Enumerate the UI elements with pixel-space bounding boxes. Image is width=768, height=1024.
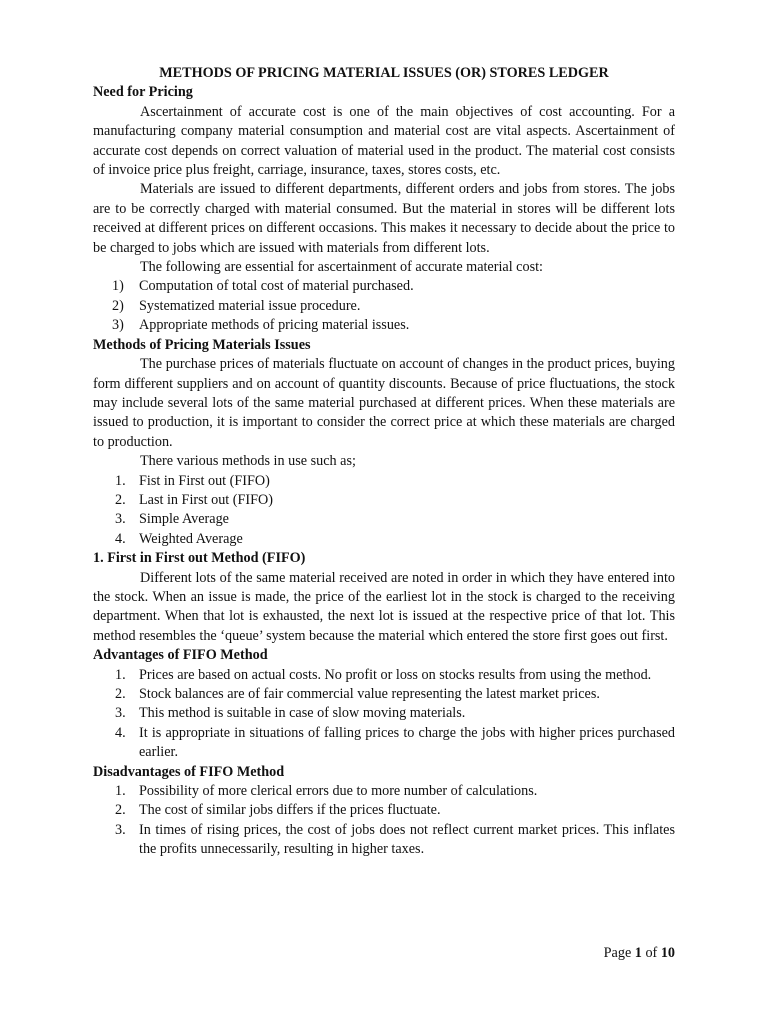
list-item-text: It is appropriate in situations of falling prices to charge the jobs with higher prices purchased earlier. <box>139 724 675 761</box>
list-item-text: This method is suitable in case of slow moving materials. <box>139 705 466 722</box>
list-item <box>93 510 675 529</box>
list-item-text: The cost of similar jobs differs if the prices fluctuate. <box>139 802 441 819</box>
advantages-list <box>93 666 675 763</box>
methods-list <box>93 472 675 550</box>
list-number: 2. <box>115 686 126 702</box>
list-item <box>93 782 675 801</box>
list-number: 4. <box>115 530 126 547</box>
list-item <box>93 801 675 820</box>
list-item-text: Last in First out (FIFO) <box>139 491 273 508</box>
section-heading-fifo-advantages: Advantages of FIFO Method <box>93 647 268 664</box>
list-number: 4. <box>115 724 126 741</box>
list-number: 1. <box>115 472 126 489</box>
list-item <box>93 491 675 510</box>
list-item <box>93 530 675 549</box>
list-number: 3. <box>115 821 126 838</box>
list-item-text: Systematized material issue procedure. <box>139 297 361 314</box>
list-item <box>93 821 675 860</box>
paragraph: The purchase prices of materials fluctuate on account of changes in the product prices, buying form different suppliers and on account of quantity discounts. Because of price fluctuations, the stock may include several lots of the same material purchased at different prices. When these materials are issued to production, it is important to consider the correct price at which these materials are charged to production. <box>93 356 675 450</box>
list-item <box>93 704 675 723</box>
list-item-text: Prices are based on actual costs. No profit or loss on stocks results from using the method. <box>139 666 652 683</box>
current-page-number: 1 <box>634 945 642 961</box>
list-number: 1. <box>115 666 126 683</box>
document-page <box>93 64 675 860</box>
list-item-text: In times of rising prices, the cost of jobs does not reflect current market prices. This inflates the profits unnecessarily, resulting in higher taxes. <box>139 821 675 858</box>
list-item <box>93 297 675 316</box>
list-number: 3. <box>115 705 126 722</box>
list-number: 1) <box>112 278 124 295</box>
disadvantages-list <box>93 782 675 860</box>
list-item <box>93 724 675 763</box>
list-item <box>93 277 675 296</box>
list-item-text: Fist in First out (FIFO) <box>139 472 270 489</box>
list-item-text: Computation of total cost of material purchased. <box>139 278 414 295</box>
list-item <box>93 666 675 685</box>
page-number-footer <box>604 945 675 962</box>
paragraph: Different lots of the same material received are noted in order in which they have entered into the stock. When an issue is made, the price of the earliest lot in the stock is charged to the receiving department. When that lot is exhausted, the next lot is issued at the respective price of that lot. This method resembles the ‘queue’ system because the material which entered the store first goes out first. <box>93 569 675 644</box>
list-item <box>93 472 675 491</box>
page-label: Page <box>603 945 632 961</box>
paragraph: Ascertainment of accurate cost is one of the main objectives of cost accounting. For a manufacturing company material consumption and material cost are vital aspects. Ascertainment of accurate cost depends on correct valuation of material used in the product. The material cost consists of invoice price plus freight, carriage, insurance, taxes, stores costs, etc. <box>93 103 675 179</box>
essentials-list <box>93 277 675 335</box>
total-page-count: 10 <box>660 945 675 961</box>
list-item-text: Appropriate methods of pricing material issues. <box>139 317 410 334</box>
of-label: of <box>645 945 658 961</box>
section-heading-need-for-pricing: Need for Pricing <box>93 84 193 101</box>
list-number: 2) <box>112 297 124 314</box>
paragraph: Materials are issued to different departments, different orders and jobs from stores. The jobs are to be correctly charged with material consumed. But the material in stores will be different lots received at different prices on different occasions. This makes it necessary to decide about the price to be charged to jobs which are issued with materials from different lots. <box>93 181 675 256</box>
list-number: 3) <box>112 317 124 334</box>
list-item-text: Possibility of more clerical errors due to more number of calculations. <box>139 783 538 800</box>
list-item-text: Simple Average <box>139 511 229 528</box>
section-heading-methods-of-pricing: Methods of Pricing Materials Issues <box>93 336 311 353</box>
document-title: METHODS OF PRICING MATERIAL ISSUES (OR) STORES LEDGER <box>159 65 609 81</box>
paragraph: The following are essential for ascertainment of accurate material cost: <box>140 259 543 276</box>
list-item-text: Stock balances are of fair commercial value representing the latest market prices. <box>139 686 600 702</box>
list-number: 3. <box>115 511 126 528</box>
list-number: 2. <box>115 491 126 508</box>
section-heading-fifo-method: 1. First in First out Method (FIFO) <box>93 550 306 567</box>
paragraph: There various methods in use such as; <box>140 453 356 470</box>
list-item-text: Weighted Average <box>139 530 243 547</box>
list-item <box>93 685 675 704</box>
list-number: 2. <box>115 802 126 819</box>
section-heading-fifo-disadvantages: Disadvantages of FIFO Method <box>93 763 285 780</box>
list-item <box>93 316 675 335</box>
list-number: 1. <box>115 783 126 800</box>
